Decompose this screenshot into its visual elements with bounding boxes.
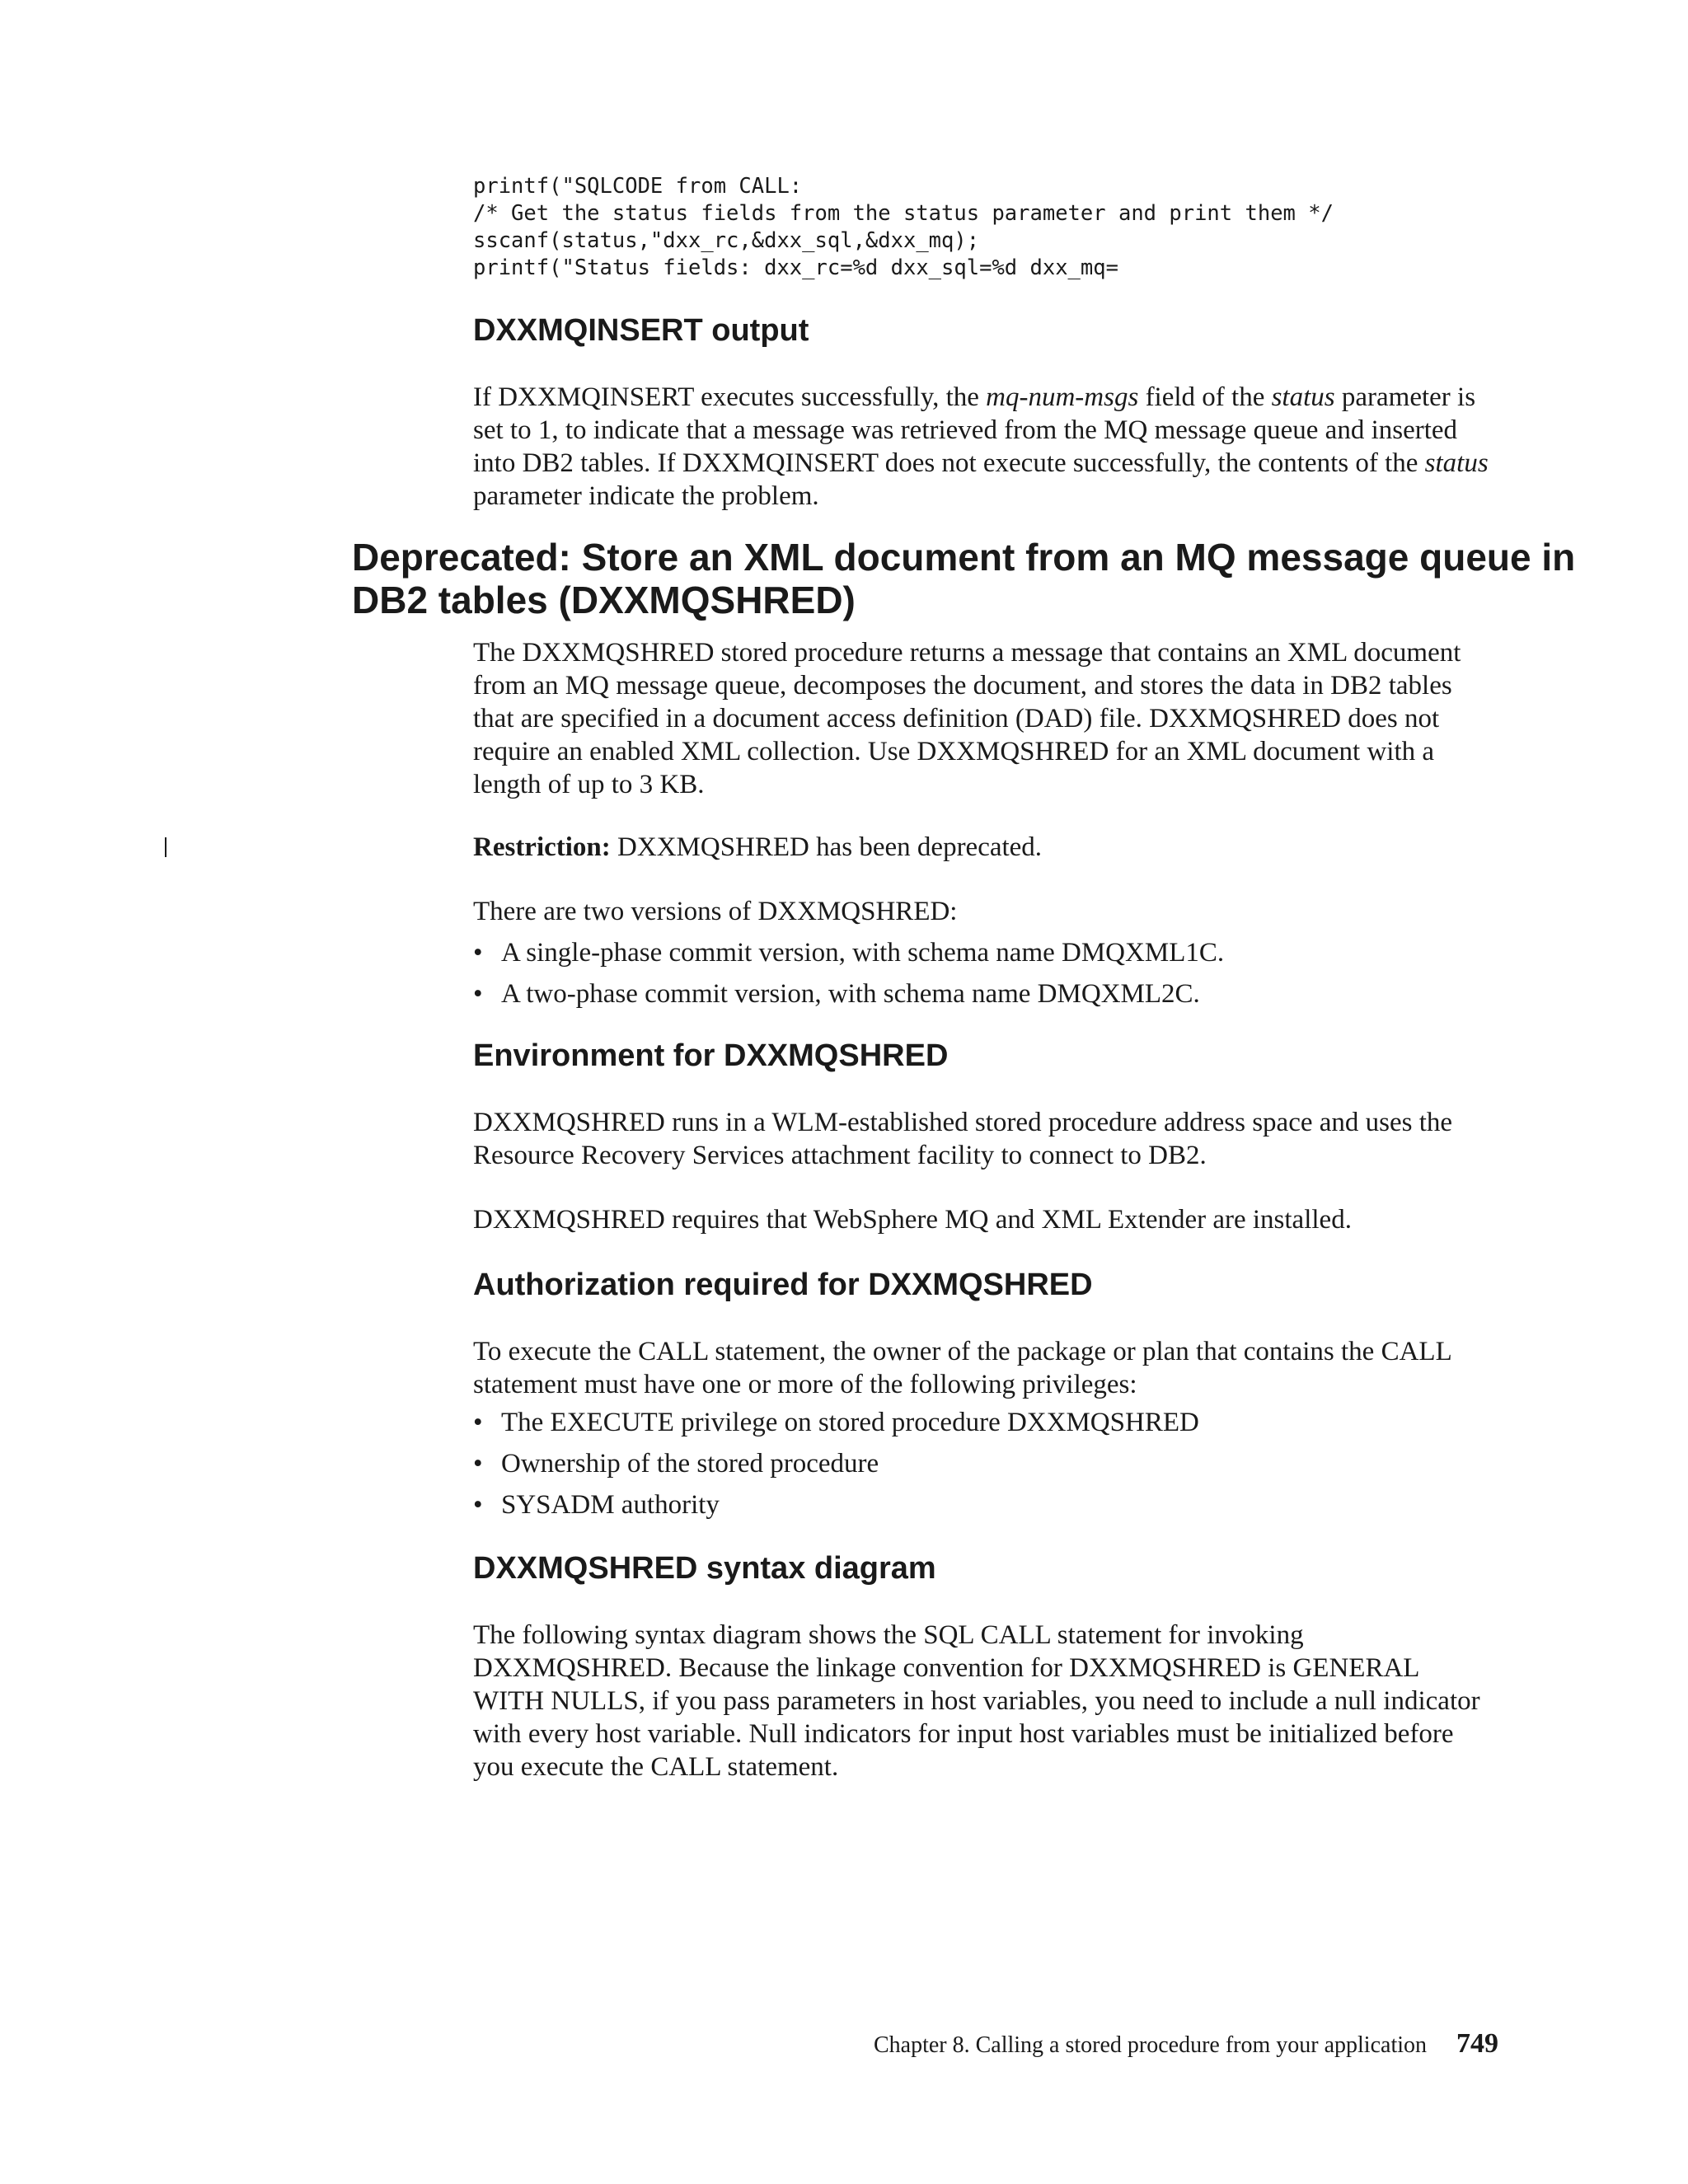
- page-footer: [874, 2029, 1498, 2060]
- restriction-note: [473, 831, 1495, 864]
- shred-intro-paragraph: The DXXMQSHRED stored procedure returns a message that contains an XML document from an MQ message queue, decomposes the document, and stores the data in DB2 tables that are specified in a document access definition (DAD) file. DXXMQSHRED does not require an enabled XML collection. Use DXXMQSHRED for an XML document with a length of up to 3 KB.: [473, 638, 1461, 799]
- code-block: [473, 173, 1334, 282]
- restriction-text: DXXMQSHRED has been deprecated.: [610, 832, 1043, 862]
- bullet-icon: •: [473, 1408, 483, 1437]
- bullet-icon: •: [473, 1490, 483, 1520]
- environment-paragraph-2: DXXMQSHRED requires that WebSphere MQ and XML Extender are installed.: [473, 1205, 1352, 1235]
- insert-output-paragraph: If DXXMQINSERT executes successfully, the mq-num-msgs field of the status parameter is set to 1, to indicate that a message was retrieved from the MQ message queue and inserted into DB2 tables. If DXXMQINSERT does not execute successfully, the contents of the status parameter indicate the problem.: [473, 382, 1489, 511]
- list-item: • Ownership of the stored procedure: [473, 1449, 879, 1479]
- list-item: • A single-phase commit version, with schema name DMQXML1C.: [473, 938, 1225, 968]
- insert-output-heading: DXXMQINSERT output: [473, 313, 809, 348]
- privileges-list: [473, 1406, 1495, 1530]
- section-heading-dxxmqshred: Deprecated: Store an XML document from an MQ message queue in DB2 tables (DXXMQSHRED): [352, 536, 1576, 621]
- syntax-paragraph: The following syntax diagram shows the SQL CALL statement for invoking DXXMQSHRED. Because the linkage convention for DXXMQSHRED is GENERAL WITH NULLS, if you pass parameters in host variables, you need to include a null indicator with every host variable. Null indicators for input host variables must be initialized before you execute the CALL statement.: [473, 1620, 1480, 1782]
- bullet-icon: •: [473, 938, 483, 968]
- versions-intro: There are two versions of DXXMQSHRED:: [473, 897, 958, 926]
- emphasis-status: status: [1271, 382, 1335, 412]
- authorization-paragraph: To execute the CALL statement, the owner of the package or plan that contains the CALL statement must have one or more of the following privileges:: [473, 1337, 1451, 1399]
- authorization-heading: Authorization required for DXXMQSHRED: [473, 1268, 1093, 1302]
- versions-list: [473, 936, 1495, 1019]
- environment-paragraph-1: DXXMQSHRED runs in a WLM-established stored procedure address space and uses the Resource Recovery Services attachment facility to connect to DB2.: [473, 1108, 1453, 1170]
- bullet-icon: •: [473, 979, 483, 1009]
- bullet-icon: •: [473, 1449, 483, 1479]
- emphasis-mq-num-msgs: mq-num-msgs: [986, 382, 1139, 412]
- page-number: 749: [1456, 2028, 1498, 2059]
- chapter-title: Chapter 8. Calling a stored procedure from your application: [873, 2032, 1427, 2058]
- environment-heading: Environment for DXXMQSHRED: [473, 1038, 949, 1073]
- code-line: /* Get the status fields from the status parameter and print them */: [473, 201, 1334, 226]
- emphasis-status: status: [1424, 448, 1489, 478]
- change-bar: [165, 837, 166, 857]
- list-item: • The EXECUTE privilege on stored procedure DXXMQSHRED: [473, 1408, 1199, 1437]
- list-item: • SYSADM authority: [473, 1490, 720, 1520]
- syntax-heading: DXXMQSHRED syntax diagram: [473, 1551, 936, 1586]
- code-line: printf("Status fields: dxx_rc=%d dxx_sql=%d dxx_mq=: [473, 255, 1118, 280]
- restriction-label: Restriction:: [473, 832, 611, 862]
- code-line: printf("SQLCODE from CALL:: [473, 174, 803, 199]
- list-item: • A two-phase commit version, with schema name DMQXML2C.: [473, 979, 1200, 1009]
- code-line: sscanf(status,"dxx_rc,&dxx_sql,&dxx_mq);: [473, 228, 980, 253]
